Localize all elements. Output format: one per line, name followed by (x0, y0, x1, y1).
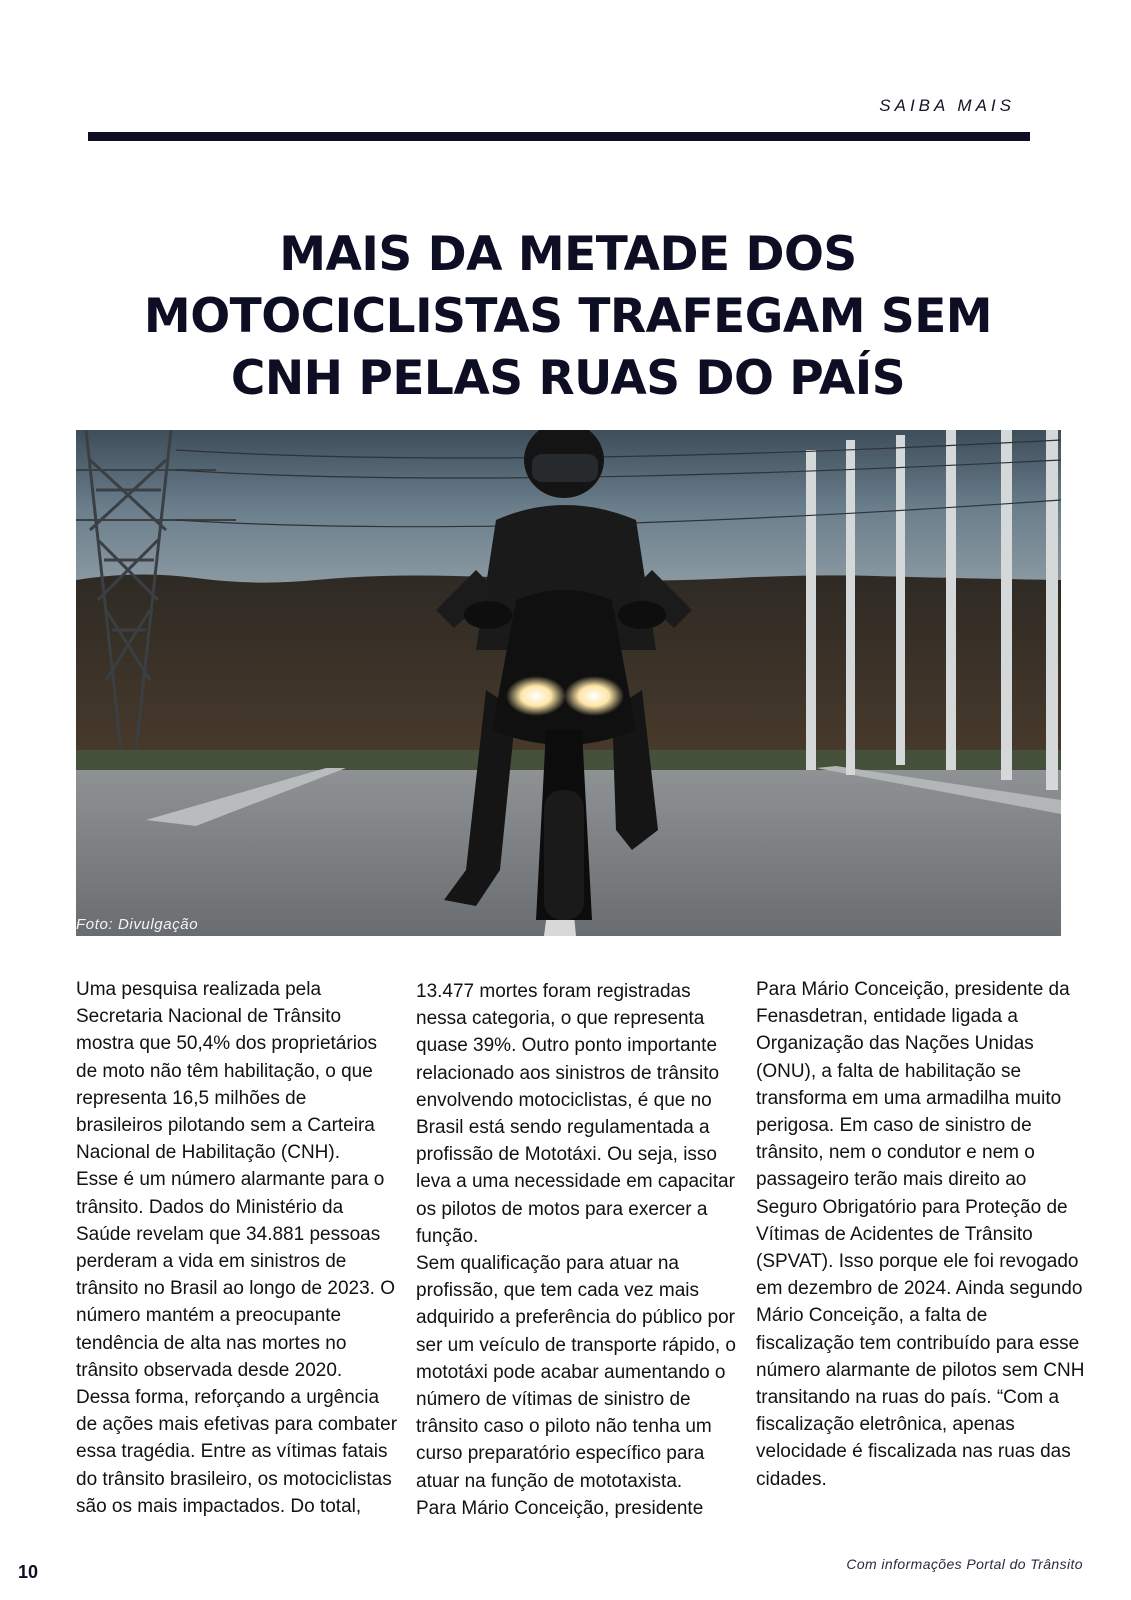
headline-line: CNH PELAS RUAS DO PAÍS (230, 351, 906, 406)
article-column-3 (756, 976, 1086, 1493)
paragraph: Uma pesquisa realizada pela Secretaria Nacional de Trânsito mostra que 50,4% dos proprietários de moto não têm habilitação, o que representa 16,5 milhões de brasileiros pilotando sem a Carteira Nacional de Habilitação (CNH). (76, 979, 377, 1164)
headline-line: MOTOCICLISTAS TRAFEGAM SEM (143, 289, 993, 344)
paragraph: Para Mário Conceição, presidente da Fenasdetran, entidade ligada a Organização das Nações Unidas (ONU), a falta de habilitação se transforma em uma armadilha muito perigosa. Em caso de sinistro de trânsito, nem o condutor e nem o passageiro terão mais direito ao Seguro Obrigatório para Proteção de Vítimas de Acidentes de Trânsito (SPVAT). Isso porque ele foi revogado em dezembro de 2024. Ainda segundo Mário Conceição, a falta de fiscalização tem contribuído para esse número alarmante de pilotos sem CNH transitando na ruas do país. “Com a fiscalização eletrônica, apenas velocidade é fiscalizada nas ruas das cidades. (756, 979, 1085, 1490)
article-column-1 (76, 976, 398, 1520)
motorcyclist-photo (76, 430, 1061, 936)
paragraph: Sem qualificação para atuar na profissão, que tem cada vez mais adquirido a preferência do público por ser um veículo de transporte rápido, o mototáxi pode acabar aumentando o número de vítimas de sinistro de trânsito caso o piloto não tenha um curso preparatório específico para atuar na função de mototaxista. (416, 1253, 737, 1492)
paragraph: Esse é um número alarmante para o trânsito. Dados do Ministério da Saúde revelam que 34.881 pessoas perderam a vida em sinistros de trânsito no Brasil ao longo de 2023. O número mantém a preocupante tendência de alta nas mortes no trânsito observada desde 2020. Dessa forma, reforçando a urgência de ações mais efetivas para combater essa tragédia. Entre as vítimas fatais do trânsito brasileiro, os motociclistas são os mais impactados. Do total, (76, 1169, 398, 1517)
section-tag: SAIBA MAIS (879, 96, 1015, 115)
article-column-2 (416, 978, 738, 1522)
headline (76, 224, 1060, 410)
source-note: Com informações Portal do Trânsito (846, 1556, 1083, 1572)
photo-credit: Foto: Divulgação (76, 916, 199, 933)
top-rule (88, 132, 1030, 141)
headline-line: MAIS DA METADE DOS (279, 227, 857, 282)
paragraph: Para Mário Conceição, presidente (416, 1497, 704, 1519)
paragraph: 13.477 mortes foram registradas nessa categoria, o que representa quase 39%. Outro ponto importante relacionado aos sinistros de trânsito envolvendo motociclistas, é que no Brasil está sendo regulamentada a profissão de Mototáxi. Ou seja, isso leva a uma necessidade em capacitar os pilotos de motos para exercer a função. (416, 981, 735, 1247)
page-number: 10 (18, 1562, 39, 1582)
